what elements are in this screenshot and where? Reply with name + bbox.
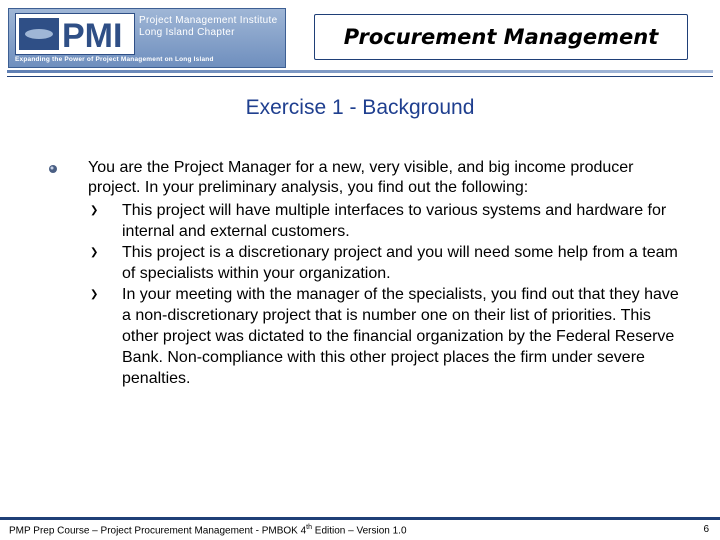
main-bullet [48,158,688,198]
slide-header [0,0,720,68]
chevron-right-icon: ❯ [90,247,99,258]
slide-title: Procurement Management [343,25,659,49]
main-bullet-text: You are the Project Manager for a new, very visible, and big income producer project. In your preliminary analysis, you find out the following: [88,159,634,196]
chevron-right-icon: ❯ [90,289,99,300]
sub-bullet-list [48,200,688,389]
footer-rule [0,517,720,520]
sub-bullet [48,200,688,242]
round-bullet-icon [48,164,58,174]
pmi-logo-icon [16,14,134,54]
org-name [139,15,279,39]
sub-bullet [48,242,688,284]
org-name-line2: Long Island Chapter [139,27,235,38]
footer-text-a: PMP Prep Course – Project Procurement Management - PMBOK 4 [9,525,307,537]
slide-heading: Exercise 1 - Background [245,96,475,119]
pmi-logo [15,13,135,55]
footer-sup: th [306,524,313,531]
sub-bullet-text: This project will have multiple interfaces to various systems and hardware for internal and external customers. [122,202,667,240]
logo-text: PMI [62,17,123,54]
org-name-line1: Project Management Institute [139,15,278,26]
pmi-logo-banner [8,8,286,68]
chevron-right-icon: ❯ [90,205,99,216]
slide-body [48,158,688,389]
chapter-tagline: Expanding the Power of Project Management on Long Island [15,56,214,63]
header-rule [7,70,713,73]
page-number: 6 [703,524,709,535]
sub-bullet-text: In your meeting with the manager of the specialists, you find out that they have a non-discretionary project that is number one on their list of priorities. This other project was dictated to the financial organization by the Federal Reserve Bank. Non-compliance with this other project places the firm under severe penalties. [122,286,679,387]
header-rule-thin [7,76,713,77]
title-box [314,14,688,60]
footer-text-b: Edition – Version 1.0 [312,525,407,537]
sub-bullet [48,284,688,389]
sub-bullet-text: This project is a discretionary project and you will need some help from a team of specialists within your organization. [122,244,678,282]
footer-course-info [9,524,407,536]
